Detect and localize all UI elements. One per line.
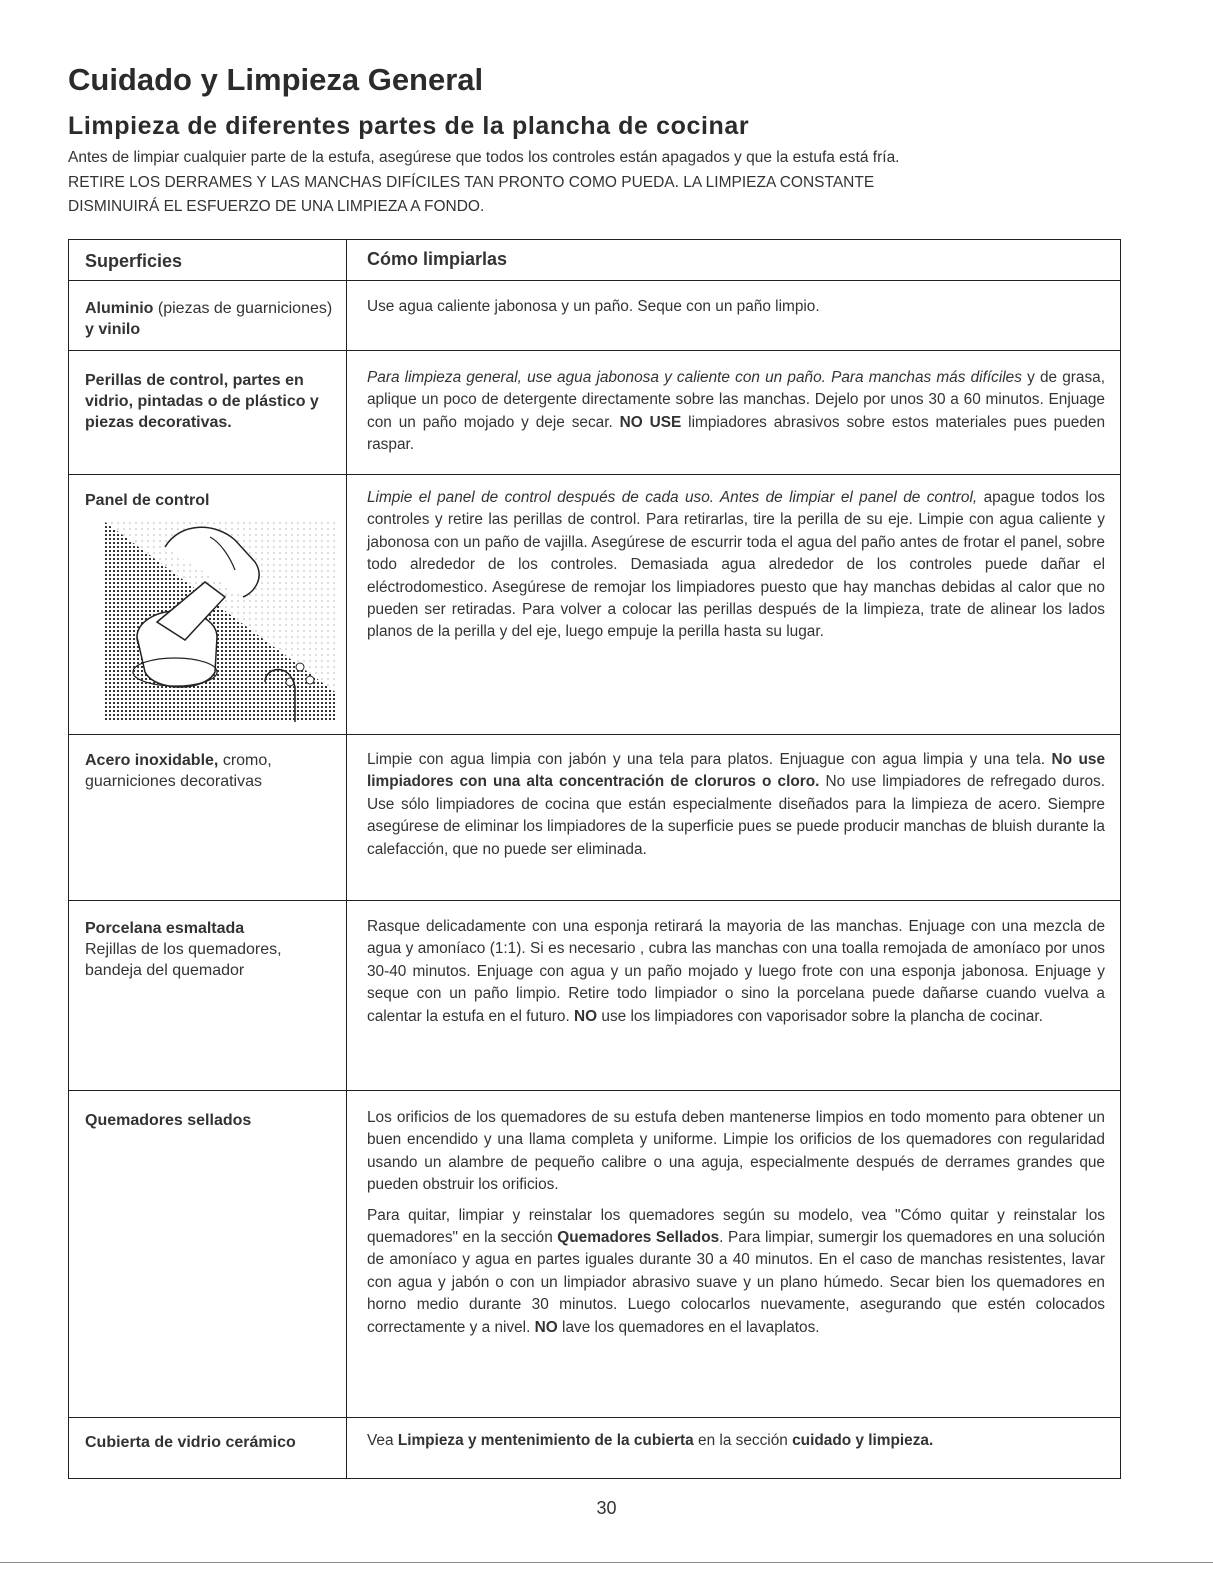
surface-quemadores: Quemadores sellados	[85, 1112, 252, 1129]
instruction-text: en la sección	[693, 1432, 793, 1449]
intro-line: Antes de limpiar cualquier parte de la estufa, asegúrese que todos los controles están apagados y que la estufa está fría.	[68, 149, 900, 166]
bottom-rule	[0, 1562, 1213, 1563]
warning-text: No use limpiadores con una alta concentración de cloruros o cloro.	[367, 751, 1105, 791]
instruction-paragraph: Los orificios de los quemadores de su estufa deben mantenerse limpios en todo momento para obtener un buen encendido y una llama completa y uniforme. Limpie los orificios de los quemadores con regularidad usando un alambre de pequeño calibre o una aguja, especialmente después de derrames grandes que pueden obstruir los orificios.	[367, 1109, 1105, 1194]
instruction-text: Para quitar, limpiar y reinstalar los quemadores según su modelo, vea "Cómo quitar y reinstalar los quemadores" en la sección	[367, 1206, 1105, 1247]
warning-text: NO USE	[619, 413, 682, 431]
cleaning-instructions	[367, 916, 1105, 1028]
instruction-text: No use limpiadores de refregado duros. Use sólo limpiadores de cocina que están especialmente diseñados para la limpieza de acero. Siempre asegúrese de eliminar los limpiadores de la superficie pues se puede producir manchas de bluish durante la calefacción, que no puede ser eliminada.	[367, 773, 1106, 858]
header-how: Cómo limpiarlas	[367, 249, 508, 269]
instruction-text: . Para limpiar, sumergir los quemadores en una solución de amoníaco y agua en partes iguales durante 30 a 40 minutos. En el caso de manchas resistentes, lavar con agua y jabón o con un limpiador abrasivo suave y un plano húmedo. Secar bien los quemadores en horno medio durante 30 minutos. Luego colocarlos nuevamente, asegurando que estén colocados correctamente y a nivel.	[367, 1229, 1105, 1336]
intro-text	[68, 146, 1128, 220]
intro-line: RETIRE LOS DERRAMES Y LAS MANCHAS DIFÍCILES TAN PRONTO COMO PUEDA. LA LIMPIEZA CONSTANTE	[68, 173, 875, 191]
surface-name: y vinilo	[85, 321, 141, 338]
cleaning-instructions	[367, 487, 1105, 644]
header-surfaces: Superficies	[85, 251, 183, 271]
page-number: 30	[596, 1498, 617, 1518]
instruction-text: Limpie el panel de control después de cada uso. Antes de limpiar el panel de control,	[367, 489, 978, 506]
control-knob-illustration	[105, 522, 335, 722]
cleaning-instructions	[367, 367, 1105, 457]
instruction-text: Limpie con agua limpia con jabón y una tela para platos. Enjuague con agua limpia y una tela.	[367, 751, 1052, 768]
section-title: Limpieza de diferentes partes de la plancha de cocinar	[68, 112, 750, 140]
warning-text: NO	[534, 1318, 558, 1336]
instruction-text: limpiadores abrasivos sobre estos materiales pues pueden raspar.	[367, 413, 1106, 454]
instruction-text: use los limpiadores con vaporisador sobre la plancha de cocinar.	[597, 1007, 1043, 1025]
surface-detail: cromo, guarniciones decorativas	[85, 752, 272, 790]
surface-vidrio-ceramico: Cubierta de vidrio cerámico	[85, 1434, 296, 1451]
surface-detail: Rejillas de los quemadores, bandeja del quemador	[85, 941, 282, 979]
cleaning-instructions	[367, 749, 1105, 861]
surface-panel-control: Panel de control	[85, 492, 210, 509]
surface-acero	[85, 750, 335, 792]
instruction-text: Vea	[367, 1432, 398, 1449]
column-divider	[346, 240, 347, 1478]
surface-aluminio	[85, 298, 335, 340]
section-reference: cuidado y limpieza.	[792, 1432, 934, 1449]
row-divider	[69, 1090, 1120, 1091]
row-divider	[69, 900, 1120, 901]
surface-detail: (piezas de guarniciones)	[153, 300, 333, 317]
row-divider	[69, 734, 1120, 735]
surface-name: Porcelana esmaltada	[85, 920, 245, 937]
row-divider	[69, 350, 1120, 351]
intro-line: DISMINUIRÁ EL ESFUERZO DE UNA LIMPIEZA A FONDO.	[68, 198, 485, 215]
surface-porcelana	[85, 918, 335, 981]
row-divider	[69, 1417, 1120, 1418]
section-reference: Quemadores Sellados	[557, 1229, 720, 1247]
cleaning-instructions	[367, 296, 1105, 318]
instruction-text: Rasque delicadamente con una esponja retirará la mayoria de las manchas. Enjuage con una mezcla de agua y amoníaco (1:1). Si es necesario , cubra las manchas con una toalla remojada de amoníaco por unos 30-40 minutos. Enjuage con agua y un paño mojado y luego frote con una esponja jabonosa. Enjuage y seque con un paño limpio. Retire todo limpiador o sino la porcelana puede dañarse cuando vuelva a calentar la estufa en el futuro.	[367, 918, 1105, 1025]
warning-text: NO	[574, 1007, 598, 1025]
instruction-text: y de grasa, aplique un poco de detergente directamente sobre las manchas. Dejelo por unos 30 a 60 minutos. Enjuage con un paño mojado y deje secar.	[367, 369, 1105, 431]
section-reference: Limpieza y mentenimiento de la cubierta	[397, 1432, 694, 1449]
page-title: Cuidado y Limpieza General	[68, 62, 484, 97]
cleaning-table	[68, 239, 1121, 1479]
surface-name: Acero inoxidable,	[85, 752, 219, 769]
instruction-text: apague todos los controles y retire las perillas de control. Para retirarlas, tire la perilla de su eje. Limpie con agua caliente y jabonosa con un paño de vajilla. Asegúrese de escurrir toda el agua del paño antes de frotar el panel, sobre todo alrededor de los controles. Demasiada agua alrededor de los controles puede dañar el eléctrodomestico. Asegúrese de remojar los limpiadores puesto que hay manchas debidas al calor que no pueden ser retiradas. Para volver a colocar las perillas después de la limpieza, trate de alinear los lados planos de la perilla y del eje, luego empuje la perilla hasta su lugar.	[367, 489, 1106, 641]
instruction-text: lave los quemadores en el lavaplatos.	[557, 1318, 820, 1336]
instruction-text: Use agua caliente jabonosa y un paño. Seque con un paño limpio.	[367, 298, 820, 315]
row-divider	[69, 280, 1120, 281]
cleaning-instructions	[367, 1430, 1105, 1452]
surface-perillas: Perillas de control, partes en vidrio, pintadas o de plástico y piezas decorativas.	[85, 372, 319, 431]
instruction-paragraph	[367, 1205, 1105, 1339]
cleaning-instructions	[367, 1107, 1105, 1339]
row-divider	[69, 474, 1120, 475]
instruction-text: Para limpieza general, use agua jabonosa y caliente con un paño. Para manchas más difíciles	[367, 369, 1022, 386]
surface-name: Aluminio	[85, 300, 154, 317]
